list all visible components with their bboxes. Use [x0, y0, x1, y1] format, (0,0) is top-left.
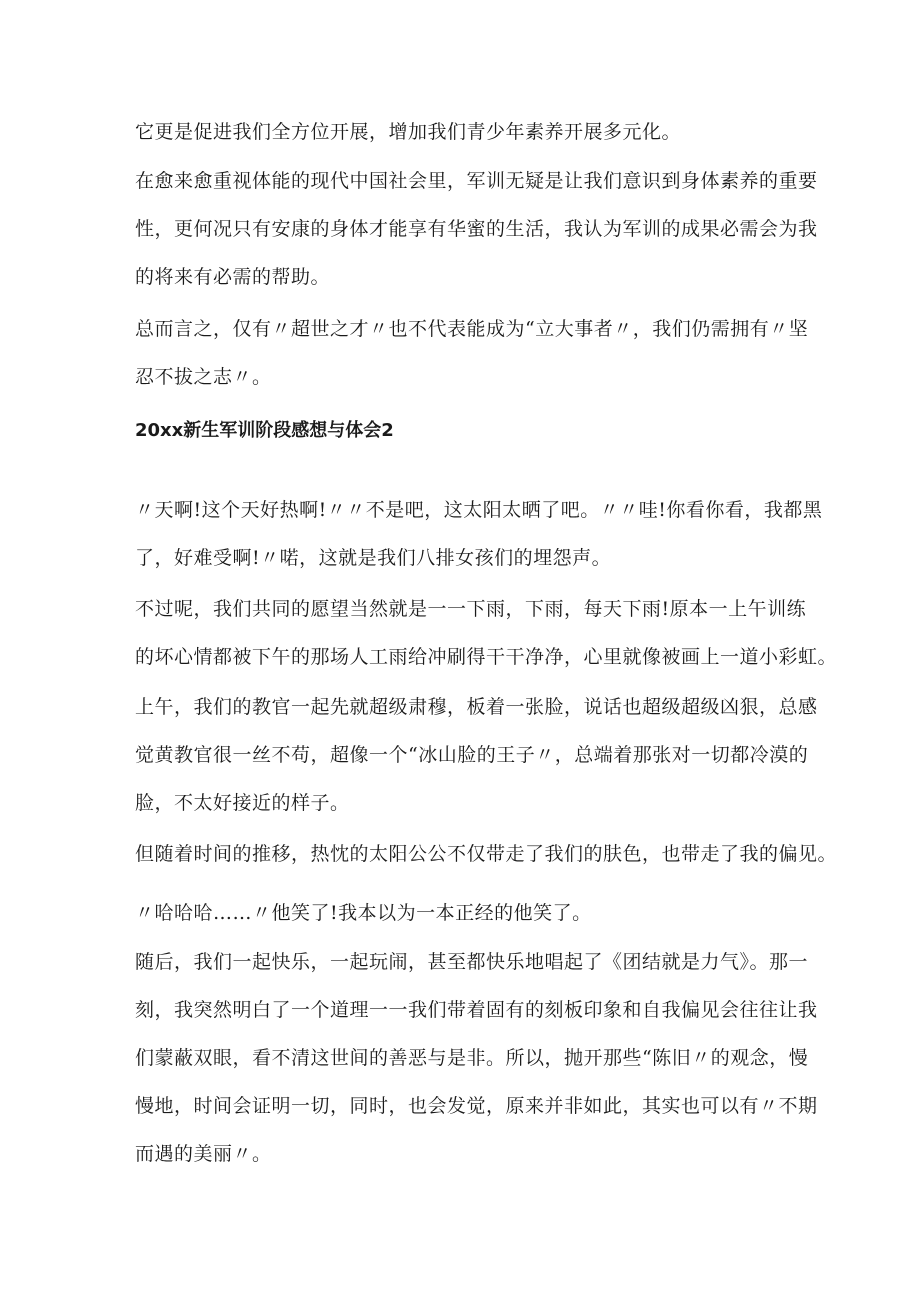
text-line: 的将来有必需的帮助。: [135, 266, 331, 288]
text-line: 它更是促进我们全方位开展，增加我们青少年素养开展多元化。: [135, 121, 682, 143]
section1-paragraph-3: [135, 305, 809, 401]
section2-paragraph-4: [135, 830, 838, 878]
section2-paragraph-6: [135, 938, 818, 1178]
text-line: 脸，不太好接近的样子。: [135, 792, 350, 814]
section-heading: 20xx新生军训阶段感想与体会2: [135, 420, 394, 441]
text-line: 刻，我突然明白了一个道理一一我们带着固有的刻板印象和自我偏见会往往让我: [135, 999, 818, 1021]
text-line: 不过呢，我们共同的愿望当然就是一一下雨，下雨，每天下雨!原本一上午训练: [135, 598, 807, 620]
section2-paragraph-1: [135, 486, 823, 582]
text-line: 上午，我们的教官一起先就超级肃穆，板着一张脸，说话也超级超级凶狠，总感: [135, 696, 818, 718]
text-line: 〃天啊!这个天好热啊!〃〃不是吧，这太阳太晒了吧。〃〃哇!你看你看，我都黑: [135, 499, 823, 521]
text-line: 慢地，时间会证明一切，同时，也会发觉，原来并非如此，其实也可以有〃不期: [135, 1095, 818, 1117]
text-line: 〃哈哈哈……〃他笑了!我本以为一本正经的他笑了。: [135, 902, 592, 924]
text-line: 在愈来愈重视体能的现代中国社会里，军训无疑是让我们意识到身体素养的重要: [135, 170, 818, 192]
text-line: 性，更何况只有安康的身体才能享有华蜜的生活，我认为军训的成果必需会为我: [135, 218, 818, 240]
text-line: 随后，我们一起快乐，一起玩闹，甚至都快乐地唱起了《团结就是力气》。那一: [135, 951, 809, 973]
section2-paragraph-5: [135, 889, 795, 937]
text-line: 但随着时间的推移，热忱的太阳公公不仅带走了我们的肤色，也带走了我的偏见。: [135, 843, 838, 865]
section2-paragraph-3: [135, 683, 818, 827]
section1-paragraph-2: [135, 157, 818, 301]
text-line: 忍不拔之志〃。: [135, 366, 272, 388]
text-line: 们蒙蔽双眼，看不清这世间的善恶与是非。所以，抛开那些“陈旧〃的观念，慢: [135, 1047, 809, 1069]
text-line: 总而言之，仅有〃超世之才〃也不代表能成为“立大事者〃，我们仍需拥有〃坚: [135, 318, 809, 340]
section1-paragraph-1: [135, 108, 795, 156]
section2-paragraph-2: [135, 585, 838, 681]
text-line: 而遇的美丽〃。: [135, 1143, 272, 1165]
text-line: 觉黄教官很一丝不苟，超像一个“冰山脸的王子〃，总端着那张对一切都冷漠的: [135, 744, 809, 766]
text-line: 了，好难受啊!〃喏，这就是我们八排女孩们的埋怨声。: [135, 547, 612, 569]
text-line: 的坏心情都被下午的那场人工雨给冲刷得干干净净，心里就像被画上一道小彩虹。: [135, 646, 838, 668]
